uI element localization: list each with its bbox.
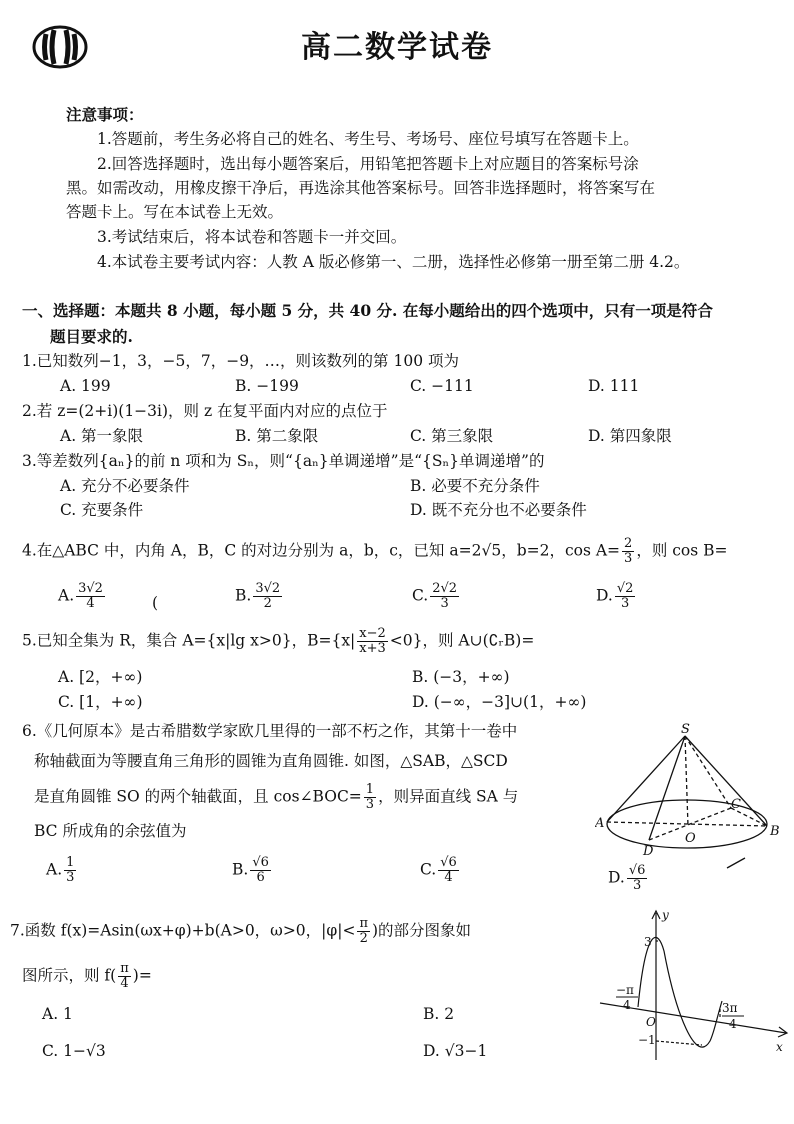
notice-line-6: 4.本试卷主要考试内容：人教 A 版必修第一、二册，选择性必修第一册至第二册 4.2。 — [97, 253, 690, 271]
y-axis-label: y — [662, 908, 669, 922]
q4-option-d: D. $\frac{√2}{3}$ — [596, 581, 634, 611]
label-d: D — [643, 844, 654, 859]
q7-option-d: D. √3−1 — [423, 1042, 488, 1060]
q4-stem: 4.在△ABC 中，内角 A，B，C 的对边分别为 a，b，c，已知 a=2√5，b=2，cos A= $\frac{2}{3}$ ，则 cos B= — [22, 536, 728, 566]
q4-option-b: B. $\frac{3√2}{2}$ — [235, 581, 281, 611]
q6-line-1: 6.《几何原本》是古希腊数学家欧几里得的一部不朽之作，其第十一卷中 — [22, 722, 518, 740]
q6-option-b: B. $\frac{√6}{6}$ — [232, 855, 269, 885]
q3-option-a: A. 充分不必要条件 — [60, 477, 190, 495]
cone-figure — [595, 722, 790, 872]
q5-option-a: A. [2，+∞) — [58, 668, 143, 686]
q5-option-c: C. [1，+∞) — [58, 693, 143, 711]
tick-neg-pi-4-den: 4 — [623, 998, 631, 1012]
slant-sa — [607, 736, 685, 822]
q6-option-c: C. $\frac{√6}{4}$ — [420, 855, 457, 885]
tick-3pi-4-den: 4 — [729, 1017, 737, 1031]
q6-line-4: BC 所成角的余弦值为 — [34, 822, 187, 840]
sine-graph — [598, 905, 790, 1065]
q7-option-b: B. 2 — [423, 1005, 455, 1023]
tick-neg-1: −1 — [638, 1033, 656, 1047]
q4-option-c: C. $\frac{2√2}{3}$ — [412, 581, 458, 611]
slant-sb — [685, 736, 767, 826]
q3-option-c: C. 充要条件 — [60, 501, 144, 519]
diameter-ab — [607, 822, 767, 826]
q1-option-a: A. 199 — [60, 377, 111, 395]
tick-3pi-4-num: 3π — [722, 1001, 738, 1015]
origin-label: O — [646, 1015, 656, 1029]
slant-sc — [685, 736, 731, 808]
q3-option-d: D. 既不充分也不必要条件 — [410, 501, 587, 519]
x-axis-label: x — [776, 1040, 783, 1054]
q2-option-c: C. 第三象限 — [410, 427, 494, 445]
q2-stem: 2.若 z=(2+i)(1−3i)，则 z 在复平面内对应的点位于 — [22, 402, 388, 420]
q4-option-a: A. $\frac{3√2}{4}$ — [58, 581, 103, 611]
q1-stem: 1.已知数列−1，3，−5，7，−9，…，则该数列的第 100 项为 — [22, 352, 459, 370]
q4-pencil-mark: ( — [152, 594, 159, 612]
notice-line-2: 2.回答选择题时，选出每小题答案后，用铅笔把答题卡上对应题目的答案标号涂 — [97, 155, 639, 173]
section-heading: 一、选择题：本题共 8 小题，每小题 5 分，共 40 分. 在每小题给出的四个选项中，只有一项是符合 — [22, 301, 713, 320]
notice-line-1: 1.答题前，考生务必将自己的姓名、考生号、考场号、座位号填写在答题卡上。 — [97, 130, 639, 148]
q2-option-b: B. 第二象限 — [235, 427, 319, 445]
q6-option-d: D. $\frac{√6}{3}$ — [608, 863, 646, 893]
q7-stem: 7.函数 f(x)=Asin(ωx+φ)+b(A>0，ω>0，|φ|< $\frac{\pi}{2}$ )的部分图象如 — [10, 916, 472, 946]
q2-option-a: A. 第一象限 — [60, 427, 144, 445]
q1-option-b: B. −199 — [235, 377, 299, 395]
q7-option-a: A. 1 — [42, 1005, 73, 1023]
label-c: C — [731, 797, 741, 812]
label-b: B — [770, 824, 780, 839]
sine-curve — [638, 937, 722, 1047]
tick-3: 3 — [644, 935, 652, 949]
q1-option-d: D. 111 — [588, 377, 640, 395]
q5-stem: 5.已知全集为 R，集合 A={x|lg x>0}，B={x| $\frac{x-2}{x+3}$ <0}，则 A∪(∁ᵣB)= — [22, 626, 535, 656]
q1-option-c: C. −111 — [410, 377, 474, 395]
label-a: A — [595, 816, 605, 831]
q5-stem-fraction: $\frac{x-2}{x+3}$ — [359, 626, 386, 656]
q4-stem-fraction: $\frac{2}{3}$ — [624, 536, 633, 566]
q2-option-d: D. 第四象限 — [588, 427, 672, 445]
q3-option-b: B. 必要不充分条件 — [410, 477, 540, 495]
label-s: S — [681, 722, 690, 737]
q5-option-b: B. (−3，+∞) — [412, 668, 510, 686]
notice-line-5: 3.考试结束后，将本试卷和答题卡一并交回。 — [97, 228, 407, 246]
notice-heading: 注意事项： — [66, 105, 144, 124]
section-heading-cont: 题目要求的. — [50, 327, 133, 346]
page-title: 高二数学试卷 — [301, 30, 493, 65]
notice-line-3: 黑。如需改动，用橡皮擦干净后，再选涂其他答案标号。回答非选择题时，将答案写在 — [66, 179, 656, 197]
q6-option-a: A. $\frac{1}{3}$ — [46, 855, 75, 885]
q5-option-d: D. (−∞，−3]∪(1，+∞) — [412, 693, 587, 711]
q3-stem: 3.等差数列{aₙ}的前 n 项和为 Sₙ，则“{aₙ}单调递增”是“{Sₙ}单调递增”的 — [22, 452, 545, 470]
tick-neg-pi-4-num: −π — [616, 983, 634, 997]
notice-line-4: 答题卡上。写在本试卷上无效。 — [66, 203, 284, 221]
q7-option-c: C. 1−√3 — [42, 1042, 106, 1060]
q6-line-3: 是直角圆锥 SO 的两个轴截面，且 cos∠BOC= $\frac{1}{3}$ ，则异面直线 SA 与 — [34, 782, 519, 812]
q7-line-2: 图所示，则 f( $\frac{\pi}{4}$ )= — [22, 961, 152, 991]
q6-line-2: 称轴截面为等腰直角三角形的圆锥为直角圆锥. 如图，△SAB，△SCD — [34, 752, 508, 770]
label-o: O — [685, 831, 696, 846]
height-so — [685, 736, 688, 826]
pencil-stroke — [727, 858, 745, 868]
